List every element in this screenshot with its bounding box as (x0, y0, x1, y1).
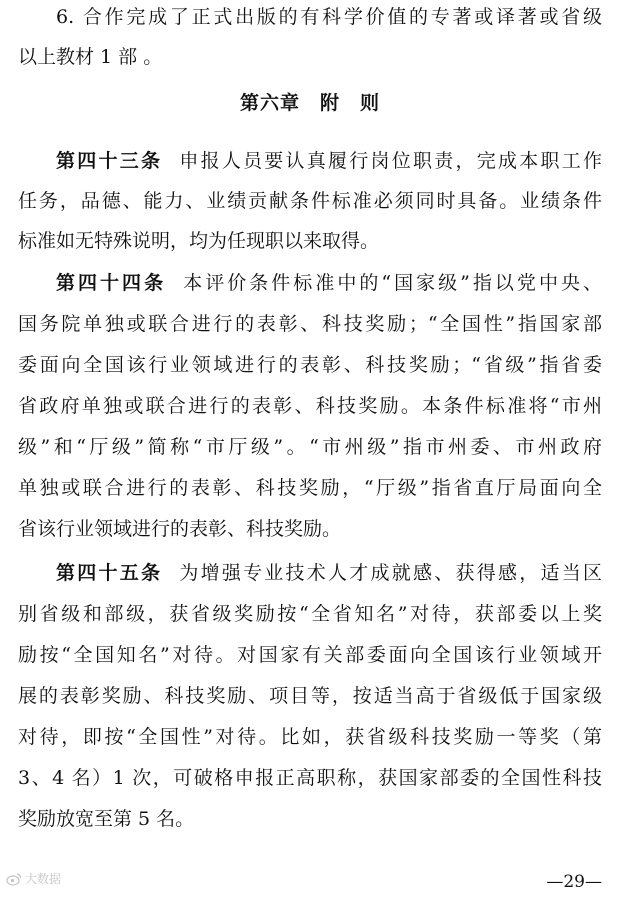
art44-line-3: 委面向全国该行业领域进行的表彰、科技奖励；“省级”指省委 (18, 354, 602, 376)
art45-line-2: 别省级和部级，获省级奖励按“全省知名”对待，获部委以上奖 (18, 603, 602, 625)
item6-line-1: 6. 合作完成了正式出版的有科学价值的专著或译著或省级 (56, 6, 602, 28)
art43-label: 第四十三条 (56, 150, 163, 172)
art44-line-4: 省政府单独或联合进行的表彰、科技奖励。本条件标准将“市州 (18, 395, 602, 417)
art44-line-1 (56, 270, 602, 296)
art44-line-5: 级”和“厅级”简称“市厅级”。“市州级”指市州委、市州政府 (18, 436, 602, 458)
art45-line-6: 3、4 名）1 次，可破格申报正高职称，获国家部委的全国性科技 (18, 767, 602, 789)
page-number: —29— (546, 872, 602, 892)
art43-line-1 (56, 148, 602, 174)
art43-line-3: 标准如无特殊说明，均为任现职以来取得。 (18, 230, 380, 252)
art43-text-1: 申报人员要认真履行岗位职责，完成本职工作 (179, 150, 602, 172)
art45-text-1: 为增强专业技术人才成就感、获得感，适当区 (179, 562, 602, 584)
art44-line-7: 省该行业领域进行的表彰、科技奖励。 (18, 518, 342, 540)
chapter-title: 第六章 附 则 (239, 92, 380, 114)
item6-line-2: 以上教材 1 部 。 (18, 46, 163, 68)
art45-line-4: 展的表彰奖励、科技奖励、项目等，按适当高于省级低于国家级 (18, 685, 602, 707)
art45-line-3: 励按“全国知名”对待。对国家有关部委面向全国该行业领域开 (18, 644, 602, 666)
art45-line-5: 对待，即按“全国性”对待。比如，获省级科技奖励一等奖（第 (18, 726, 602, 748)
art43-line-2: 任务，品德、能力、业绩贡献条件标准必须同时具备。业绩条件 (18, 190, 602, 212)
art45-line-7: 奖励放宽至第 5 名。 (18, 808, 195, 830)
watermark (6, 870, 61, 887)
art44-line-6: 单独或联合进行的表彰、科技奖励，“厅级”指省直厅局面向全 (18, 477, 602, 499)
art45-label: 第四十五条 (56, 562, 163, 584)
art45-line-1 (56, 560, 602, 586)
art44-label: 第四十四条 (56, 272, 167, 294)
art44-text-1: 本评价条件标准中的“国家级”指以党中央、 (183, 272, 602, 294)
art44-line-2: 国务院单独或联合进行的表彰、科技奖励；“全国性”指国家部 (18, 313, 602, 335)
watermark-text: 大数据 (25, 872, 62, 886)
weibo-icon (6, 872, 22, 886)
